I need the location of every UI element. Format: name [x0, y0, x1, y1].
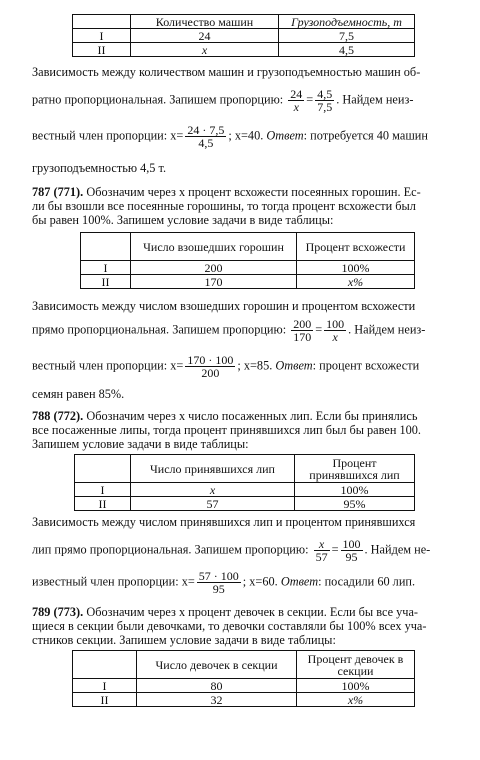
table-header-cell: Процент всхожести [297, 233, 415, 261]
fraction [315, 88, 334, 113]
table-header-cell: Число девочек в секции [137, 651, 297, 679]
fraction-numerator: 100 [342, 537, 361, 551]
problem-line [32, 186, 450, 199]
fraction-denominator: 170 [293, 330, 312, 344]
fraction-denominator: x [293, 100, 299, 114]
answer-label: Ответ [266, 128, 304, 143]
table-cell: 4,5 [279, 43, 415, 57]
fraction-denominator: 57 [315, 550, 328, 564]
fraction [197, 570, 241, 595]
paragraph-line: стников секции. Запишем условие задачи в виде таблицы: [32, 633, 336, 647]
proportion-line [32, 88, 450, 113]
problem-number: 788 (772). [32, 409, 84, 423]
fraction [291, 318, 313, 343]
paragraph-line: Зависимость между количеством машин и грузоподъемностью машин об- [32, 65, 421, 79]
fraction-denominator: 4,5 [198, 136, 214, 150]
fraction-numerator: 4,5 [317, 87, 333, 101]
paragraph-text: : потребуется 40 машин [303, 128, 428, 143]
table-cell: x [131, 43, 279, 57]
paragraph-text: известный член пропорции: x= [32, 574, 195, 589]
table-cell: I [73, 29, 131, 43]
table-cell: 80 [137, 679, 297, 693]
table-header-cell: Число взошедших горошин [131, 233, 297, 261]
table-row [81, 275, 415, 289]
table-header-row [73, 15, 415, 29]
table-cell: I [75, 483, 131, 497]
paragraph-text: : процент всхожести [312, 358, 420, 373]
equals-sign: = [306, 92, 314, 107]
fraction [185, 124, 226, 149]
paragraph-text: вестный член пропорции: x= [32, 128, 184, 143]
fraction-denominator: 200 [201, 366, 220, 380]
table-row [75, 497, 415, 511]
table-cell: 100% [295, 483, 415, 497]
table-cell: II [73, 693, 137, 707]
problem-number: 789 (773). [32, 605, 84, 619]
table-header-row [75, 455, 415, 483]
table-header-cell [73, 15, 131, 29]
equals-sign: = [315, 322, 323, 337]
paragraph-text: . Найдем неиз- [348, 322, 426, 337]
table-header-row [81, 233, 415, 261]
paragraph-text: ратно пропорциональная. Запишем пропорцию: [32, 92, 284, 107]
fraction-numerator: 57 · 100 [198, 569, 239, 583]
fraction-numerator: 200 [293, 317, 312, 331]
table-cell: I [81, 261, 131, 275]
table-cell: x% [297, 275, 415, 289]
fraction-denominator: 95 [212, 582, 225, 596]
paragraph-text: Обозначим через x процент всхожести посеянных горошин. Ес- [86, 185, 421, 199]
fraction-numerator: 100 [326, 317, 345, 331]
table-cell: 7,5 [279, 29, 415, 43]
proportion-line [32, 538, 450, 563]
fraction-denominator: x [332, 330, 338, 344]
fraction [341, 538, 363, 563]
table-cell: 57 [131, 497, 295, 511]
table-cars-capacity [72, 14, 415, 57]
fraction-numerator: 24 [290, 87, 303, 101]
paragraph-text: ; x=85. [237, 358, 273, 373]
table-header-cell: Процент девочек в секции [297, 651, 415, 679]
table-lindens [74, 454, 415, 511]
fraction [288, 88, 304, 113]
table-header-cell [75, 455, 131, 483]
solution-line [32, 570, 450, 595]
table-row [73, 43, 415, 57]
solution-line [32, 124, 450, 149]
table-cell: 32 [137, 693, 297, 707]
paragraph-line: Зависимость между числом взошедших горошин и процентом всхожести [32, 299, 416, 313]
paragraph-text: прямо пропорциональная. Запишем пропорцию: [32, 322, 287, 337]
answer-label: Ответ [275, 358, 313, 373]
fraction [185, 354, 235, 379]
fraction [314, 538, 330, 563]
paragraph-text: Обозначим через x число посаженных лип. Если бы принялись [86, 409, 418, 423]
table-row [81, 261, 415, 275]
table-cell: I [73, 679, 137, 693]
paragraph-line: бы равен 100%. Запишем условие задачи в виде таблицы: [32, 213, 334, 227]
paragraph-text: вестный член пропорции: x= [32, 358, 184, 373]
table-cell: II [75, 497, 131, 511]
equals-sign: = [331, 542, 339, 557]
paragraph-line: щиеся в секции были девочками, то девочки составляли бы 100% всех уча- [32, 619, 427, 633]
table-header-cell: Число принявшихся лип [131, 455, 295, 483]
proportion-line [32, 318, 450, 343]
table-girls [72, 650, 415, 707]
fraction-numerator: 170 · 100 [187, 353, 234, 367]
table-germination [80, 232, 415, 289]
paragraph-line: семян равен 85%. [32, 387, 125, 401]
table-header-cell: Грузоподъемность, т [279, 15, 415, 29]
paragraph-text: . Найдем неиз- [336, 92, 414, 107]
answer-label: Ответ [280, 574, 319, 589]
table-cell: II [81, 275, 131, 289]
fraction-denominator: 95 [345, 550, 358, 564]
paragraph-line: ли бы взошли все посеянные горошины, то тогда процент всхожести был [32, 199, 416, 213]
table-cell: 95% [295, 497, 415, 511]
table-cell: 100% [297, 261, 415, 275]
paragraph-text: ; x=60. [242, 574, 278, 589]
paragraph-text: . Найдем не- [364, 542, 431, 557]
paragraph-line: Зависимость между числом принявшихся лип и процентом принявшихся [32, 515, 416, 529]
solution-line [32, 354, 450, 379]
problem-line [32, 606, 450, 619]
paragraph-line: грузоподъемностью 4,5 т. [32, 161, 167, 175]
table-row [73, 693, 415, 707]
fraction [324, 318, 346, 343]
table-header-cell [73, 651, 137, 679]
table-cell: II [73, 43, 131, 57]
table-row [75, 483, 415, 497]
table-cell: 24 [131, 29, 279, 43]
problem-line [32, 410, 450, 423]
paragraph-text: Обозначим через x процент девочек в секции. Если бы все уча- [86, 605, 419, 619]
table-cell: 100% [297, 679, 415, 693]
table-cell: x [131, 483, 295, 497]
paragraph-text: : посадили 60 лип. [318, 574, 416, 589]
fraction-numerator: 24 · 7,5 [187, 123, 225, 137]
table-row [73, 679, 415, 693]
fraction-numerator: x [314, 538, 330, 551]
paragraph-line: Запишем условие задачи в виде таблицы: [32, 437, 249, 451]
table-header-cell [81, 233, 131, 261]
paragraph-text: ; x=40. [228, 128, 264, 143]
table-cell: 200 [131, 261, 297, 275]
paragraph-line: все посаженные липы, тогда процент принявшихся лип был бы равен 100. [32, 423, 422, 437]
table-cell: x% [297, 693, 415, 707]
table-header-row [73, 651, 415, 679]
fraction-denominator: 7,5 [317, 100, 333, 114]
paragraph-text: лип прямо пропорциональная. Запишем пропорцию: [32, 542, 309, 557]
problem-number: 787 (771). [32, 185, 84, 199]
table-header-cell: Процент принявшихся лип [295, 455, 415, 483]
table-cell: 170 [131, 275, 297, 289]
table-header-cell: Количество машин [131, 15, 279, 29]
table-row [73, 29, 415, 43]
